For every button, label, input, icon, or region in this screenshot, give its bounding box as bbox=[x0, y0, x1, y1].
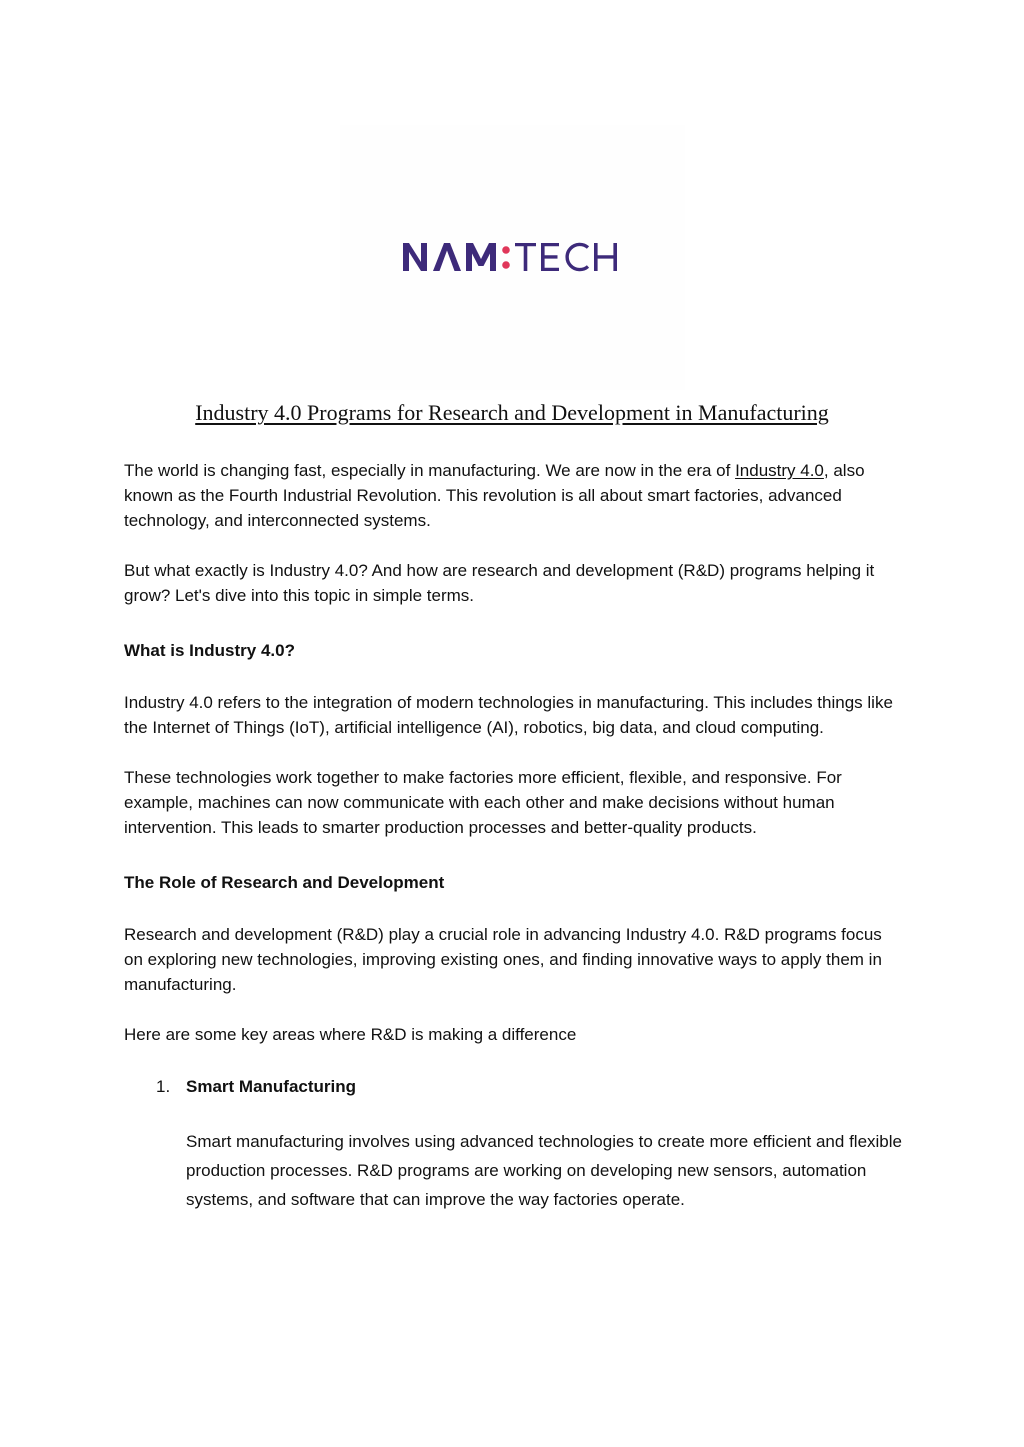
logo-area bbox=[340, 125, 685, 390]
document-title: Industry 4.0 Programs for Research and Development in Manufacturing bbox=[195, 400, 829, 425]
intro-text-after-link: , also known as the Fourth Industrial Revolution. This revolution is all about smart factories, advanced technology, and interconnected systems. bbox=[124, 461, 865, 530]
section-heading-role: The Role of Research and Development bbox=[124, 873, 445, 892]
document-body bbox=[124, 458, 904, 1214]
question-paragraph: But what exactly is Industry 4.0? And how are research and development (R&D) programs helping it grow? Let's dive into this topic in simple terms. bbox=[124, 561, 875, 605]
intro-paragraph bbox=[124, 458, 904, 533]
key-areas-list bbox=[124, 1074, 904, 1214]
industry-4-link[interactable]: Industry 4.0 bbox=[735, 461, 824, 480]
list-item-number: 1. bbox=[156, 1077, 171, 1096]
key-areas-paragraph: Here are some key areas where R&D is making a difference bbox=[124, 1025, 577, 1044]
list-item-heading: Smart Manufacturing bbox=[186, 1077, 357, 1096]
list-item bbox=[124, 1074, 904, 1214]
section-heading-what-is: What is Industry 4.0? bbox=[124, 641, 295, 660]
intro-text-before-link: The world is changing fast, especially in manufacturing. We are now in the era of bbox=[124, 461, 736, 480]
list-item-body: Smart manufacturing involves using advanced technologies to create more efficient and flexible production processes. R&D programs are working on developing new sensors, automation systems, and software that can improve the way factories operate. bbox=[186, 1132, 902, 1209]
definition-paragraph: Industry 4.0 refers to the integration of modern technologies in manufacturing. This includes things like the Internet of Things (IoT), artificial intelligence (AI), robotics, big data, and cloud computing. bbox=[124, 693, 893, 737]
namtech-logo bbox=[400, 237, 620, 277]
technologies-paragraph: These technologies work together to make factories more efficient, flexible, and responsive. For example, machines can now communicate with each other and make decisions without human intervention. This leads to smarter production processes and better-quality products. bbox=[124, 768, 842, 837]
rd-paragraph: Research and development (R&D) play a crucial role in advancing Industry 4.0. R&D programs focus on exploring new technologies, improving existing ones, and finding innovative ways to apply them in manufacturing. bbox=[124, 925, 882, 994]
